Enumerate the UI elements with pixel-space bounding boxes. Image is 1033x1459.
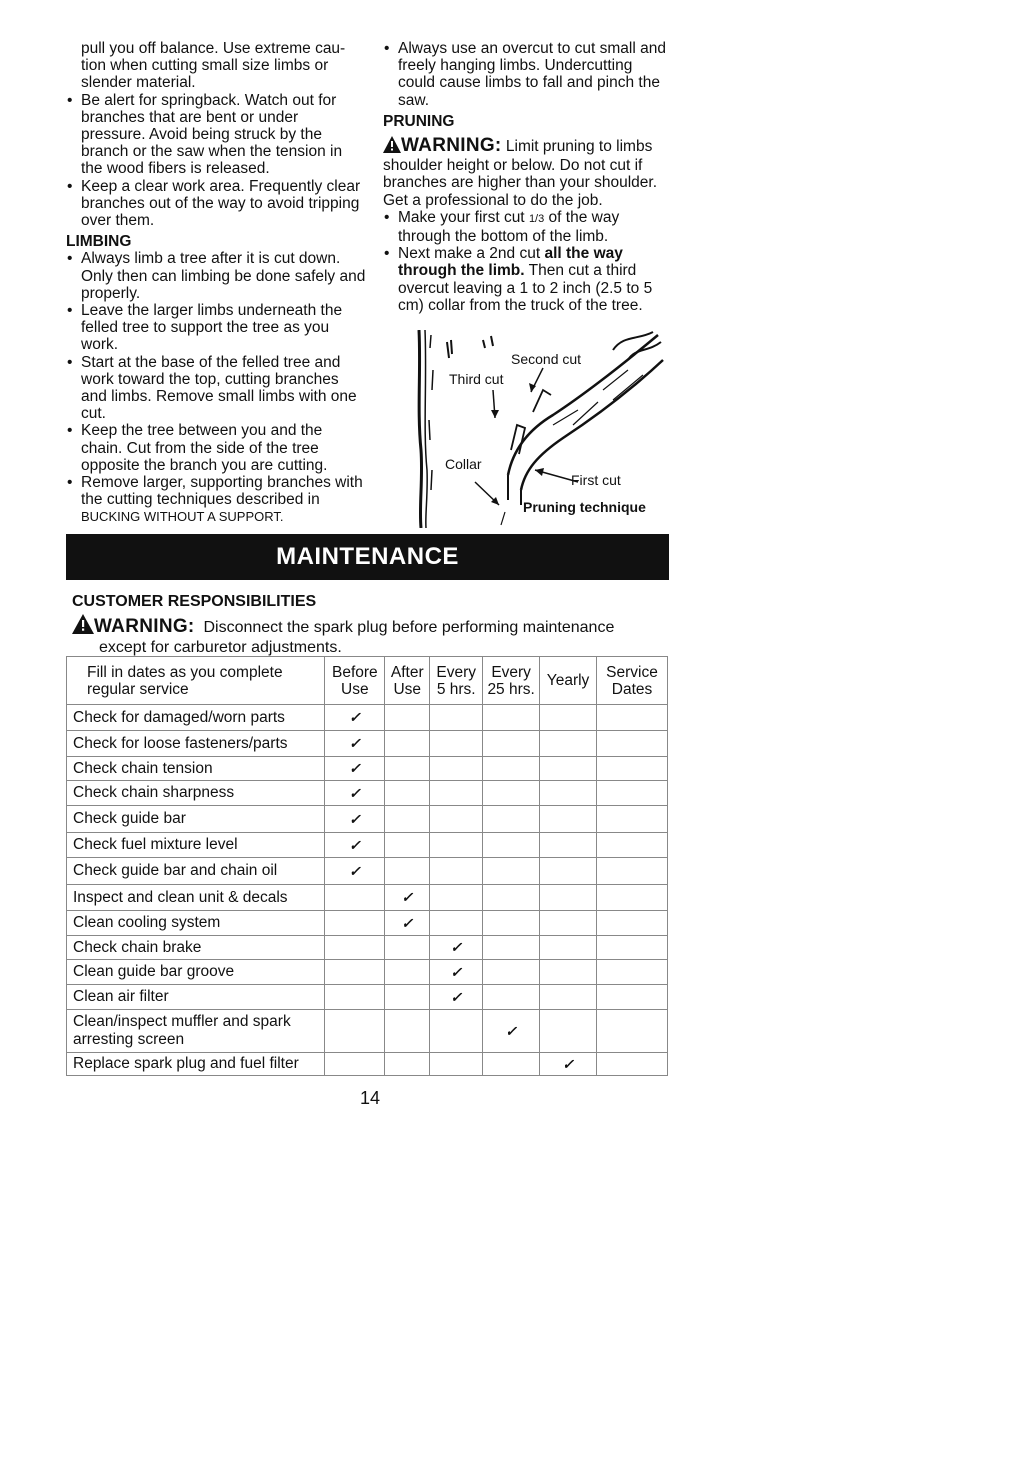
pruning-warning [383,136,673,209]
service-date-cell [597,731,668,757]
empty-cell [540,885,597,911]
empty-cell [430,757,483,781]
label-first-cut: First cut [571,472,621,488]
empty-cell [483,781,540,806]
intro-continuation: pull you off balance. Use extreme cau-tion when cutting small size limbs or slender material. [81,40,346,92]
empty-cell [430,833,483,858]
check-mark-icon: ✓ [325,705,385,731]
table-row [67,960,668,985]
bullet-clear-work-area: • Keep a clear work area. Frequently clear branches out of the way to avoid tripping over them. [66,178,366,230]
safety-bullet-list [66,92,366,230]
first-cut-text-end: of the way through the bottom of the limb. [398,208,620,246]
bullet-springback: • Be alert for springback. Watch out for branches that are bent or under pressure. Avoid being struck by the branch or the saw when the tension in the wood fibers is released. [66,92,366,178]
pruning-technique-figure [413,330,675,528]
second-cut-text-end: Then cut a third overcut leaving a 1 to 2 inch (2.5 to 5 cm) collar from the truck of the tree. [398,262,653,314]
empty-cell [540,705,597,731]
header-before-use: Before Use [325,657,385,705]
table-row [67,806,668,833]
bullet-limb-after-cut: • Always limb a tree after it is cut down. Only then can limbing be done safely and properly. [66,250,366,302]
table-row [67,731,668,757]
check-mark-icon: ✓ [430,960,483,985]
first-cut-text: Make your first cut [398,208,525,226]
empty-cell [540,806,597,833]
fraction-one-third: 1/3 [528,212,545,225]
empty-cell [385,1053,430,1076]
table-row [67,833,668,858]
empty-cell [325,936,385,960]
table-row [67,781,668,806]
second-cut-emphasis: all the way through the limb. [398,245,623,280]
empty-cell [540,1010,597,1053]
bullet-keep-tree-between: • Keep the tree between you and the chain. Cut from the side of the tree opposite the branch you are cutting. [66,422,366,474]
service-date-cell [597,757,668,781]
empty-cell [540,731,597,757]
overcut-bullet-list [383,40,673,109]
empty-cell [540,960,597,985]
empty-cell [385,757,430,781]
bullet-leave-larger-limbs: • Leave the larger limbs underneath the felled tree to support the tree as you work. [66,302,366,354]
maintenance-banner: MAINTENANCE [66,534,669,580]
check-mark-icon: ✓ [325,833,385,858]
label-third-cut: Third cut [449,371,504,387]
check-mark-icon: ✓ [385,911,430,936]
empty-cell [483,806,540,833]
label-second-cut: Second cut [511,351,582,367]
header-after-use: After Use [385,657,430,705]
right-text-column [383,40,673,314]
check-mark-icon: ✓ [325,858,385,885]
task-label: Check guide bar and chain oil [67,858,325,885]
empty-cell [540,911,597,936]
maintenance-warning-label: WARNING: [94,616,195,637]
check-mark-icon: ✓ [325,757,385,781]
empty-cell [430,858,483,885]
maintenance-schedule-table [66,656,668,1076]
empty-cell [483,960,540,985]
task-label: Replace spark plug and fuel filter [67,1053,325,1076]
pruning-warning-text: Limit pruning to limbs shoulder height or below. Do not cut if branches are higher than your shoulder. Get a professional to do the job. [383,138,658,209]
maintenance-warning [72,614,672,657]
table-row [67,1010,668,1053]
empty-cell [325,911,385,936]
limbing-heading: LIMBING [66,233,132,251]
task-label: Check for loose fasteners/parts [67,731,325,757]
header-service-dates: Service Dates [597,657,668,705]
empty-cell [430,1053,483,1076]
maintenance-warning-line2: except for carburetor adjustments. [99,639,342,656]
bullet-remove-larger-text: Remove larger, supporting branches with the cutting techniques described in [81,474,363,509]
check-mark-icon: ✓ [325,806,385,833]
table-row [67,1053,668,1076]
pruning-heading: PRUNING [383,112,455,130]
empty-cell [483,858,540,885]
table-body [67,705,668,1076]
service-date-cell [597,806,668,833]
empty-cell [385,960,430,985]
empty-cell [483,833,540,858]
figure-caption: Pruning technique [523,499,646,515]
warning-triangle-icon [383,136,401,157]
check-mark-icon: ✓ [325,731,385,757]
empty-cell [483,936,540,960]
maintenance-warning-line1: Disconnect the spark plug before performing maintenance [203,619,615,636]
task-label: Check fuel mixture level [67,833,325,858]
empty-cell [385,731,430,757]
empty-cell [540,936,597,960]
service-date-cell [597,936,668,960]
empty-cell [385,858,430,885]
bullet-second-cut [383,245,673,314]
page-number: 14 [359,1088,381,1108]
task-label: Check guide bar [67,806,325,833]
empty-cell [540,833,597,858]
table-row [67,911,668,936]
empty-cell [385,705,430,731]
empty-cell [430,781,483,806]
service-date-cell [597,858,668,885]
header-every-25-hrs: Every 25 hrs. [483,657,540,705]
bullet-start-at-base: • Start at the base of the felled tree and work toward the top, cutting branches and limbs. Remove small limbs with one cut. [66,354,366,423]
empty-cell [430,1010,483,1053]
empty-cell [325,985,385,1010]
limbing-bullet-list [66,250,366,525]
empty-cell [430,806,483,833]
empty-cell [385,936,430,960]
service-date-cell [597,885,668,911]
service-date-cell [597,1010,668,1053]
bullet-overcut: • Always use an overcut to cut small and freely hanging limbs. Undercutting could cause limbs to fall and pinch the saw. [383,40,673,109]
empty-cell [325,960,385,985]
task-label: Check chain brake [67,936,325,960]
warning-triangle-icon [72,614,94,639]
header-task: Fill in dates as you complete regular service [67,657,325,705]
empty-cell [483,1053,540,1076]
task-label: Check chain tension [67,757,325,781]
empty-cell [540,985,597,1010]
bucking-reference: BUCKING WITHOUT A SUPPORT. [81,509,284,525]
check-mark-icon: ✓ [540,1053,597,1076]
empty-cell [483,911,540,936]
empty-cell [483,731,540,757]
header-yearly: Yearly [540,657,597,705]
service-date-cell [597,960,668,985]
check-mark-icon: ✓ [385,885,430,911]
empty-cell [483,757,540,781]
task-label: Check for damaged/worn parts [67,705,325,731]
empty-cell [385,985,430,1010]
empty-cell [430,885,483,911]
service-date-cell [597,781,668,806]
task-label: Clean guide bar groove [67,960,325,985]
check-mark-icon: ✓ [483,1010,540,1053]
service-date-cell [597,1053,668,1076]
task-label: Clean/inspect muffler and spark arresting screen [67,1010,325,1053]
empty-cell [385,833,430,858]
label-collar: Collar [445,456,482,472]
task-label: Clean cooling system [67,911,325,936]
pruning-warning-label: WARNING: [401,135,502,157]
table-row [67,757,668,781]
empty-cell [483,705,540,731]
service-date-cell [597,911,668,936]
check-mark-icon: ✓ [430,936,483,960]
bullet-remove-larger-branches [66,474,366,526]
table-header-row [67,657,668,705]
left-text-column [66,40,366,526]
empty-cell [430,911,483,936]
service-date-cell [597,705,668,731]
empty-cell [430,731,483,757]
empty-cell [430,705,483,731]
task-label: Clean air filter [67,985,325,1010]
customer-responsibilities-heading: CUSTOMER RESPONSIBILITIES [72,593,317,610]
check-mark-icon: ✓ [430,985,483,1010]
pruning-bullet-list [383,209,673,314]
empty-cell [325,1053,385,1076]
second-cut-text: Next make a 2nd cut [398,245,541,263]
task-label: Check chain sharpness [67,781,325,806]
empty-cell [385,1010,430,1053]
empty-cell [483,985,540,1010]
table-row [67,885,668,911]
table-row [67,858,668,885]
service-date-cell [597,985,668,1010]
table-row [67,985,668,1010]
empty-cell [540,757,597,781]
empty-cell [325,885,385,911]
bullet-first-cut [383,209,673,245]
task-label: Inspect and clean unit & decals [67,885,325,911]
empty-cell [385,806,430,833]
table-row [67,705,668,731]
check-mark-icon: ✓ [325,781,385,806]
empty-cell [385,781,430,806]
empty-cell [483,885,540,911]
header-every-5-hrs: Every 5 hrs. [430,657,483,705]
empty-cell [540,781,597,806]
service-date-cell [597,833,668,858]
empty-cell [325,1010,385,1053]
empty-cell [540,858,597,885]
table-row [67,936,668,960]
